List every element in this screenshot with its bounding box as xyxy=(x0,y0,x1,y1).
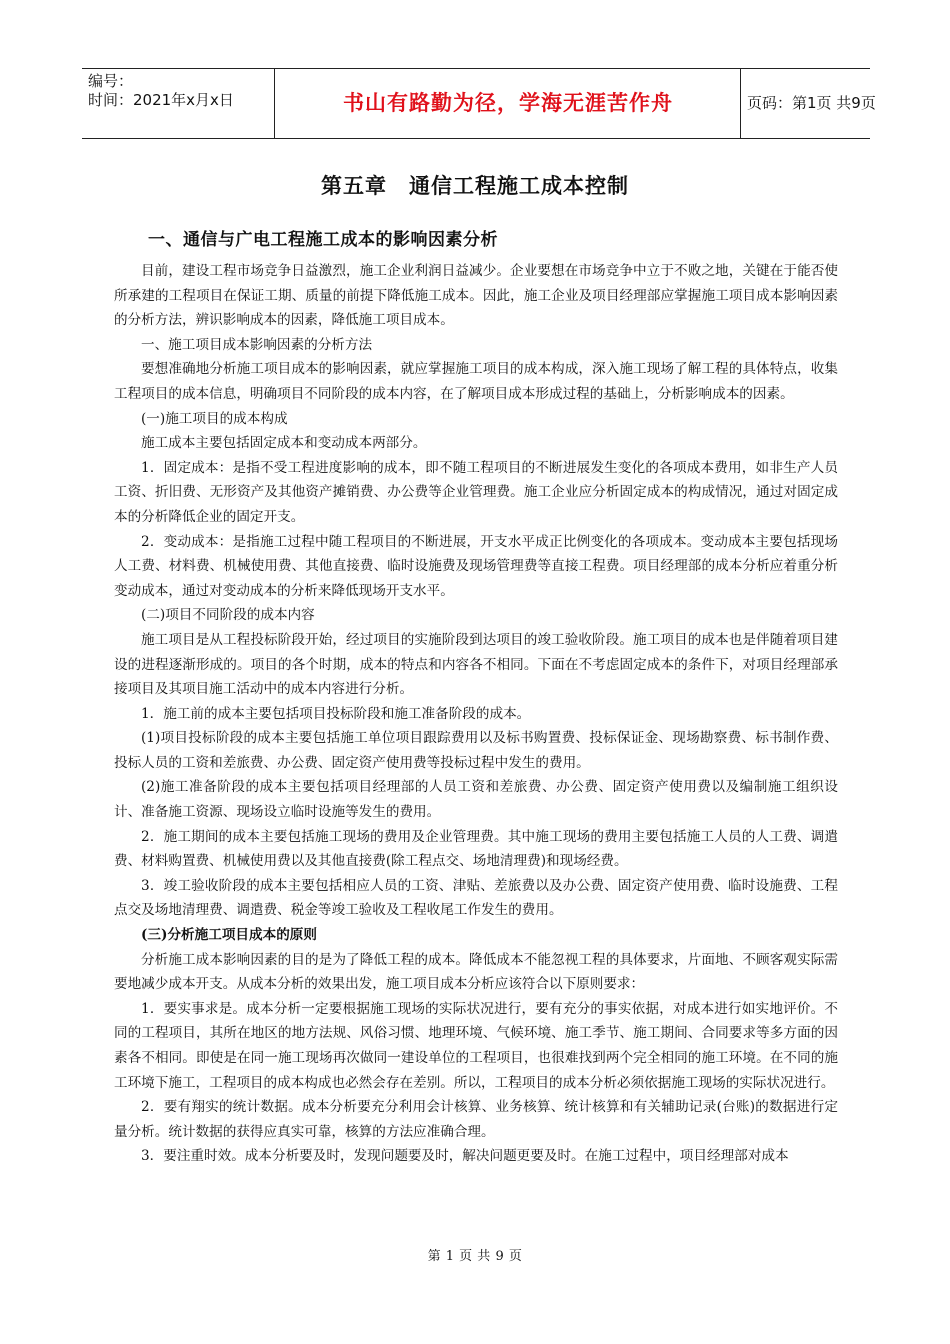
page-info: 页码：第1页 共9页 xyxy=(747,94,876,112)
paragraph: 1．施工前的成本主要包括项目投标阶段和施工准备阶段的成本。 xyxy=(141,705,531,722)
paragraph: 3．要注重时效。成本分析要及时，发现问题要及时，解决问题更要及时。在施工过程中，项目经理部对成本 xyxy=(141,1148,789,1165)
paragraph: 2．施工期间的成本主要包括施工现场的费用及企业管理费。其中施工现场的费用主要包括施工人员的人工费、调遣费、材料购置费、机械使用费以及其他直接费(除工程点交、场地清理费)和现场经费。 xyxy=(114,828,838,870)
paragraph: 1．固定成本：是指不受工程进度影响的成本，即不随工程项目的不断进展发生变化的各项成本费用，如非生产人员工资、折旧费、无形资产及其他资产摊销费、办公费等企业管理费。施工企业应分析固定成本的构成情况，通过对固定成本的分析降低企业的固定开支。 xyxy=(114,459,838,525)
paragraph: 施工成本主要包括固定成本和变动成本两部分。 xyxy=(141,435,427,452)
chapter-title: 第五章 通信工程施工成本控制 xyxy=(321,174,629,198)
document-body xyxy=(114,259,838,1169)
motto: 书山有路勤为径，学海无涯苦作舟 xyxy=(276,69,741,138)
date-label: 时间：2021年x月x日 xyxy=(88,91,234,109)
paragraph: (1)项目投标阶段的成本主要包括施工单位项目跟踪费用以及标书购置费、投标保证金、现场勘察费、标书制作费、投标人员的工资和差旅费、办公费、固定资产使用费等投标过程中发生的费用。 xyxy=(114,730,838,771)
paragraph: 一、施工项目成本影响因素的分析方法 xyxy=(141,336,373,353)
header-left-cell xyxy=(82,69,275,138)
page-footer: 第 1 页 共 9 页 xyxy=(427,1249,523,1264)
paragraph: 3．竣工验收阶段的成本主要包括相应人员的工资、津贴、差旅费以及办公费、固定资产使用费、临时设施费、工程点交及场地清理费、调遣费、税金等竣工验收及工程收尾工作发生的费用。 xyxy=(114,877,838,919)
paragraph: (二)项目不同阶段的成本内容 xyxy=(141,607,315,624)
paragraph: 2．要有翔实的统计数据。成本分析要充分利用会计核算、业务核算、统计核算和有关辅助记录(台账)的数据进行定量分析。统计数据的获得应真实可靠，核算的方法应准确合理。 xyxy=(114,1099,838,1140)
paragraph: 要想准确地分析施工项目成本的影响因素，就应掌握施工项目的成本构成，深入施工现场了解工程的具体特点，收集工程项目的成本信息，明确项目不同阶段的成本内容，在了解项目成本形成过程的基础上，分析影响成本的因素。 xyxy=(114,361,838,402)
paragraph: 分析施工成本影响因素的目的是为了降低工程的成本。降低成本不能忽视工程的具体要求，片面地、不顾客观实际需要地减少成本开支。从成本分析的效果出发，施工项目成本分析应该符合以下原则要求： xyxy=(114,951,838,993)
paragraph: 目前，建设工程市场竞争日益激烈，施工企业利润日益减少。企业要想在市场竞争中立于不败之地，关键在于能否使所承建的工程项目在保证工期、质量的前提下降低施工成本。因此，施工企业及项目经理部应掌握施工项目成本影响因素的分析方法，辨识影响成本的因素，降低施工项目成本。 xyxy=(114,263,838,329)
paragraph: (2)施工准备阶段的成本主要包括项目经理部的人员工资和差旅费、办公费、固定资产使用费以及编制施工组织设计、准备施工资源、现场设立临时设施等发生的费用。 xyxy=(114,779,838,821)
paragraph: (一)施工项目的成本构成 xyxy=(141,410,288,427)
paragraph: 施工项目是从工程投标阶段开始，经过项目的实施阶段到达项目的竣工验收阶段。施工项目的成本也是伴随着项目建设的进程逐渐形成的。项目的各个时期，成本的特点和内容各不相同。下面在不考虑固定成本的条件下，对项目经理部承接项目及其项目施工活动中的成本内容进行分析。 xyxy=(114,631,838,698)
paragraph: (三)分析施工项目成本的原则 xyxy=(141,927,317,944)
code-label: 编号： xyxy=(88,72,134,90)
header-table xyxy=(82,68,876,139)
paragraph: 1．要实事求是。成本分析一定要根据施工现场的实际状况进行，要有充分的事实依据，对成本进行如实地评价。不同的工程项目，其所在地区的地方法规、风俗习惯、地理环境、气候环境、施工季节、施工期间、合同要求等多方面的因素各不相同。即使是在同一施工现场再次做同一建设单位的工程项目，也很难找到两个完全相同的施工环境。在不同的施工环境下施工，工程项目的成本构成也必然会存在差别。所以，工程项目的成本分析必须依据施工现场的实际状况进行。 xyxy=(114,1000,838,1091)
section-title: 一、通信与广电工程施工成本的影响因素分析 xyxy=(148,230,498,250)
paragraph: 2．变动成本：是指施工过程中随工程项目的不断进展，开支水平成正比例变化的各项成本。变动成本主要包括现场人工费、材料费、机械使用费、其他直接费、临时设施费及现场管理费等直接工程费。项目经理部的成本分析应着重分析变动成本，通过对变动成本的分析来降低现场开支水平。 xyxy=(114,533,838,599)
